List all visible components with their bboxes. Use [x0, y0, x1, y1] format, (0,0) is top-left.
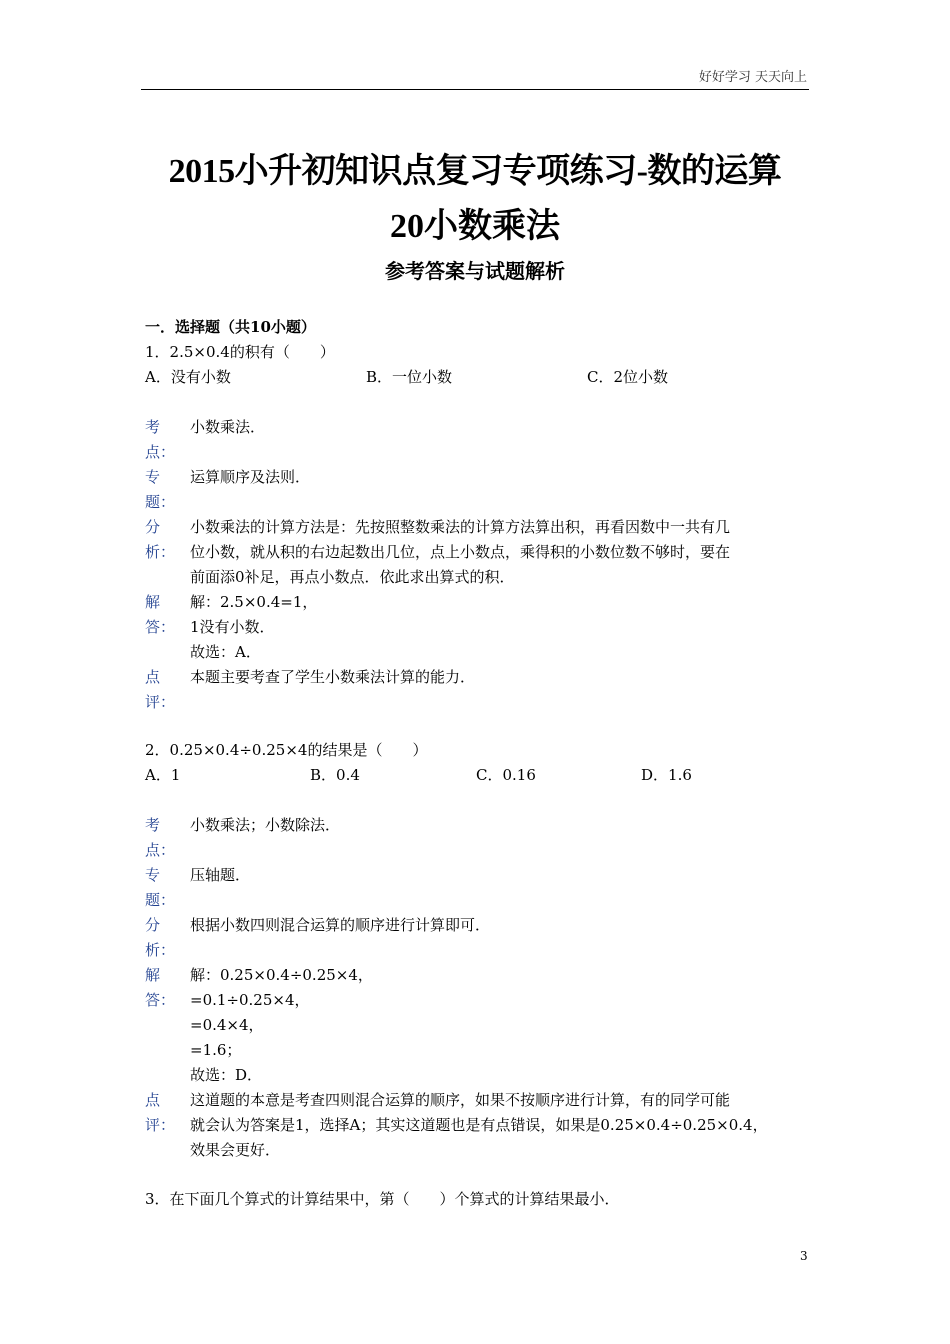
q2-option-c: C．0.16	[476, 766, 536, 784]
q2-dianping-label: 点 评：	[145, 1091, 176, 1134]
document-subtitle: 参考答案与试题解析	[385, 259, 565, 283]
q1-fenxi-label: 分 析：	[145, 518, 176, 561]
q1-jieda-label: 解 答：	[145, 593, 176, 636]
q1-zhuanti-content: 运算顺序及法则．	[190, 468, 311, 486]
q1-jieda-content: 解：2.5×0.4=1， 1没有小数． 故选：A．	[190, 593, 318, 661]
q1-option-a: A．没有小数	[145, 368, 231, 386]
q2-zhuanti-label: 专 题：	[145, 866, 176, 909]
q1-option-b: B．一位小数	[366, 368, 453, 386]
q2-fenxi-content: 根据小数四则混合运算的顺序进行计算即可．	[190, 916, 491, 934]
section-heading: 一．选择题（共10小题）	[145, 318, 316, 336]
q2-kaodian-content: 小数乘法；小数除法．	[190, 816, 341, 834]
q2-fenxi-label: 分 析：	[145, 916, 176, 959]
q2-option-d: D．1.6	[641, 766, 692, 784]
q2-jieda-content: 解：0.25×0.4÷0.25×4， =0.1÷0.25×4， =0.4×4， =1.6； 故选：D．	[190, 966, 373, 1084]
q1-dianping-content: 本题主要考查了学生小数乘法计算的能力．	[190, 668, 476, 686]
q1-kaodian-label: 考 点：	[145, 418, 176, 461]
q2-stem: 2．0.25×0.4÷0.25×4的结果是（ ）	[145, 741, 428, 759]
q2-dianping-content: 这道题的本意是考查四则混合运算的顺序，如果不按顺序进行计算，有的同学可能 就会认为答案是1，选择A；其实这道题也是有点错误，如果是0.25×0.4÷0.25×0.4， 效果会更好．	[190, 1091, 768, 1159]
q1-option-c: C．2位小数	[587, 368, 669, 386]
q1-kaodian-content: 小数乘法．	[190, 418, 266, 436]
q2-zhuanti-content: 压轴题．	[190, 866, 251, 884]
q2-kaodian-label: 考 点：	[145, 816, 176, 859]
q3-stem: 3．在下面几个算式的计算结果中，第（ ）个算式的计算结果最小．	[145, 1190, 620, 1208]
page-number: 3	[800, 1249, 808, 1263]
q1-zhuanti-label: 专 题：	[145, 468, 176, 511]
document-title-line1: 2015小升初知识点复习专项练习-数的运算	[168, 153, 782, 190]
q2-jieda-label: 解 答：	[145, 966, 176, 1009]
header-divider	[141, 89, 809, 90]
document-title-line2: 20小数乘法	[390, 208, 560, 245]
q2-option-b: B．0.4	[310, 766, 360, 784]
q1-stem: 1．2.5×0.4的积有（ ）	[145, 343, 335, 361]
q2-option-a: A．1	[145, 766, 181, 784]
q1-fenxi-content: 小数乘法的计算方法是：先按照整数乘法的计算方法算出积，再看因数中一共有几 位小数，就从积的右边起数出几位，点上小数点，乘得积的小数位数不够时，要在 前面添0补足，再点小数点．依此求出算式的积．	[190, 518, 731, 586]
page-header: 好好学习 天天向上	[698, 70, 807, 85]
q1-dianping-label: 点 评：	[145, 668, 176, 711]
